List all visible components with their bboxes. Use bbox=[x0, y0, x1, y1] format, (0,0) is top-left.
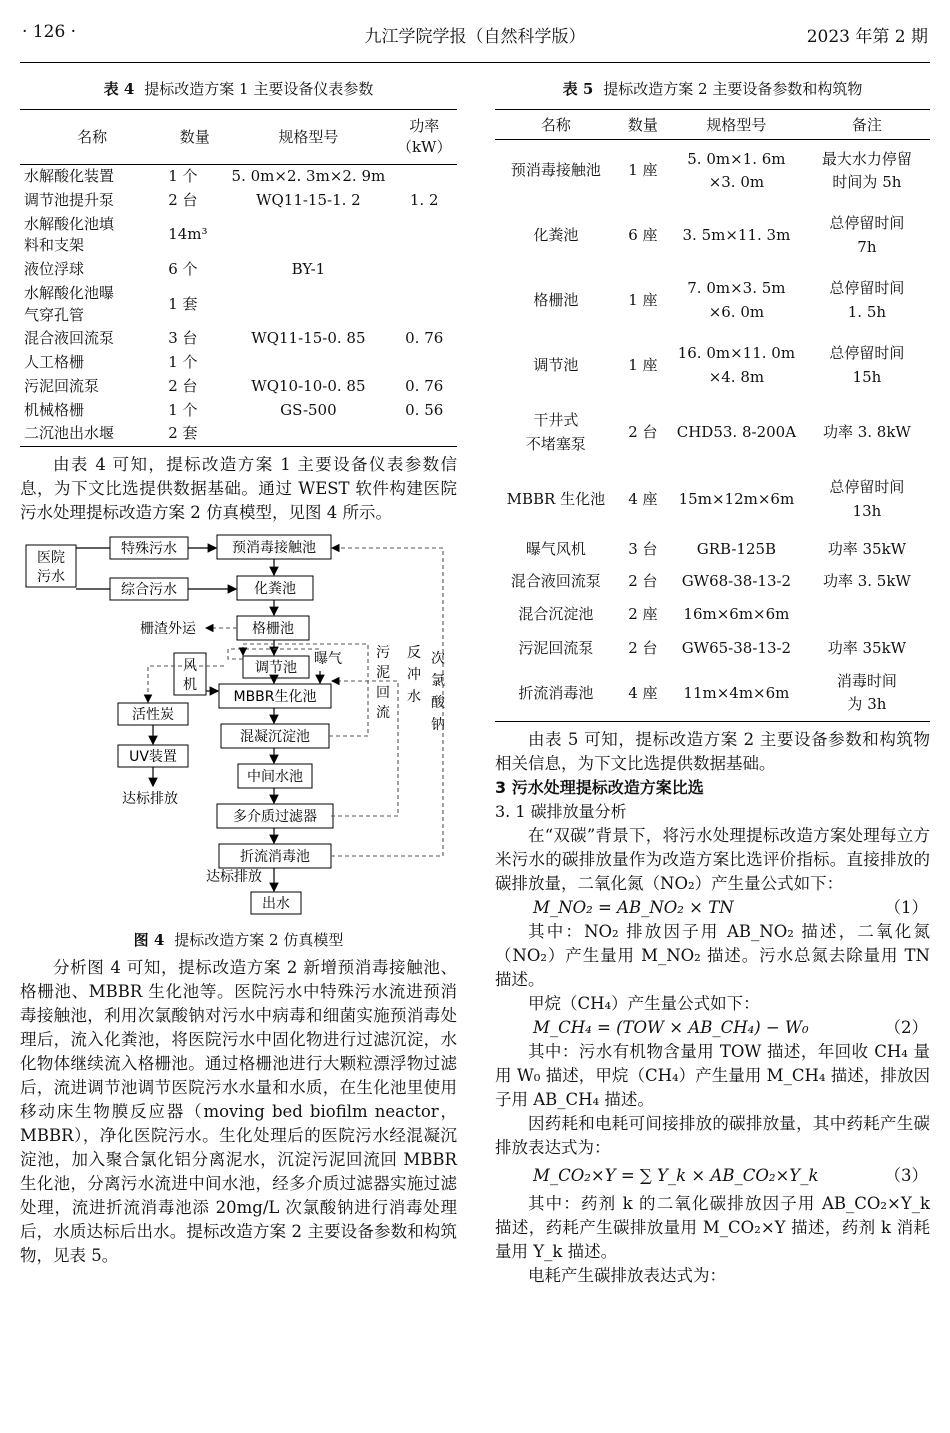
table5-cell: GW68-38-13-2 bbox=[681, 571, 792, 590]
table5-row bbox=[495, 598, 930, 632]
fig-fan-2: 机 bbox=[183, 677, 197, 693]
table4-row bbox=[20, 282, 457, 328]
table5-cell: 功率 35kW bbox=[827, 638, 907, 657]
journal-title: 九江学院学报（自然科学版） bbox=[364, 27, 586, 47]
table4-cell: 0. 76 bbox=[405, 376, 444, 395]
page-number: · 126 · bbox=[22, 22, 77, 42]
table4-cell: 水解酸化装置 bbox=[24, 167, 115, 185]
fig-n9: 折流消毒池 bbox=[240, 849, 310, 865]
table5-cell: 7. 0m×3. 5m ×6. 0m bbox=[687, 279, 786, 321]
table4 bbox=[20, 109, 457, 447]
svg-text:氯: 氯 bbox=[431, 673, 445, 689]
figure4-caption bbox=[20, 929, 457, 950]
table5-cell: CHD53. 8-200A bbox=[676, 422, 797, 441]
fig-n1: 预消毒接触池 bbox=[232, 540, 316, 556]
table5-cell: 消毒时间 为 3h bbox=[836, 672, 897, 714]
fig-source-1: 医院 bbox=[37, 550, 65, 566]
svg-text:水: 水 bbox=[407, 689, 421, 705]
table4-header: 名称 bbox=[20, 110, 164, 165]
table5-cell: 16m×6m×6m bbox=[683, 604, 790, 623]
fig-n6: 混凝沉淀池 bbox=[240, 729, 310, 745]
table4-cell: 0. 76 bbox=[405, 329, 444, 348]
table4-row bbox=[20, 213, 457, 259]
table5-cell: 16. 0m×11. 0m ×4. 8m bbox=[677, 344, 796, 386]
table4-cell bbox=[225, 351, 391, 375]
left-column bbox=[20, 78, 457, 1268]
fig-discharge: 达标排放 bbox=[122, 791, 178, 807]
table5-cell: 1 座 bbox=[628, 161, 658, 180]
section-heading: 3 污水处理提标改造方案比选 bbox=[495, 778, 704, 797]
table4-row bbox=[20, 258, 457, 282]
table4-row bbox=[20, 165, 457, 189]
table4-cell bbox=[391, 165, 457, 189]
table4-cell: 3 台 bbox=[168, 329, 198, 348]
table5-cell: 功率 3. 5kW bbox=[822, 571, 911, 590]
fig-n2: 化粪池 bbox=[254, 581, 296, 597]
table5-row bbox=[495, 202, 930, 270]
figure4-title: 提标改造方案 2 仿真模型 bbox=[174, 931, 344, 949]
paragraph: 电耗产生碳排放表达式为： bbox=[528, 1266, 726, 1285]
fig-uv: UV装置 bbox=[129, 749, 177, 765]
table4-cell: 0. 56 bbox=[405, 400, 444, 419]
fig-source-2: 污水 bbox=[37, 569, 65, 585]
fig-sludge-label bbox=[376, 645, 390, 721]
paragraph: 由表 4 可知，提标改造方案 1 主要设备仪表参数信息，为下文比选提供数据基础。通过 WEST 软件构建医院污水处理提标改造方案 2 仿真模型，见图 4 所示。 bbox=[20, 455, 457, 522]
table5-row bbox=[495, 332, 930, 400]
table5-cell: 调节池 bbox=[533, 355, 579, 374]
svg-text:流: 流 bbox=[376, 705, 390, 721]
table4-cell: 液位浮球 bbox=[24, 260, 85, 278]
svg-text:回: 回 bbox=[376, 685, 390, 701]
table4-row bbox=[20, 327, 457, 351]
paragraph: 分析图 4 可知，提标改造方案 2 新增预消毒接触池、格栅池、MBBR 生化池等。医院污水中特殊污水流进预消毒接触池，利用次氯酸钠对污水中病毒和细菌实施预消毒处理后，流入化粪池，将医院污水中固化物进行过滤沉淀，水化物体继续流入格栅池。通过格栅池进行大颗粒漂浮物过滤后，流进调节池调节医院污水水量和水质，在生化池里使用移动床生物膜反应器（moving bed biofilm neactor，MBBR），净化医院污水。生化处理后的医院污水经混凝沉淀池，加入聚合氯化铝分离泥水，沉淀污泥回流回 MBBR 生化池，分离污水流进中间水池，经多介质过滤器实施过滤处理，流进折流消毒池添 20mg/L 次氯酸钠进行消毒处理后，水质达标后出水。提标改造方案 2 主要设备参数和构筑物，见表 5。 bbox=[20, 958, 457, 1265]
table5 bbox=[495, 109, 930, 722]
table4-cell: BY-1 bbox=[291, 260, 326, 278]
table4-label: 表 4 bbox=[103, 80, 135, 98]
fig-fan-1: 风 bbox=[183, 658, 197, 674]
table5-cell: 总停留时间 13h bbox=[829, 478, 905, 520]
fig-general: 综合污水 bbox=[121, 582, 177, 598]
table4-cell: 水解酸化池曝 气穿孔管 bbox=[24, 283, 115, 324]
svg-text:污: 污 bbox=[376, 645, 390, 661]
table5-cell: 总停留时间 15h bbox=[829, 344, 905, 386]
equation-3 bbox=[495, 1164, 930, 1188]
equation-1 bbox=[495, 896, 930, 920]
table4-title: 提标改造方案 1 主要设备仪表参数 bbox=[144, 80, 374, 98]
table5-cell bbox=[804, 598, 930, 632]
figure4-label: 图 4 bbox=[133, 931, 165, 949]
paragraph: 在“双碳”背景下，将污水处理提标改造方案处理每立方米污水的碳排放量作为改造方案比选评价指标。直接排放的碳排放量，二氧化氮（NO₂）产生量公式如下： bbox=[495, 826, 930, 893]
table5-title: 提标改造方案 2 主要设备参数和构筑物 bbox=[603, 80, 863, 98]
table4-cell: 混合液回流泵 bbox=[24, 329, 115, 348]
fig-n5: MBBR生化池 bbox=[233, 689, 317, 705]
table5-row bbox=[495, 632, 930, 666]
table5-cell: 功率 3. 8kW bbox=[822, 422, 911, 441]
fig-backwash-label bbox=[407, 645, 421, 705]
running-header bbox=[22, 14, 928, 47]
table4-row bbox=[20, 375, 457, 399]
table4-cell: 1 套 bbox=[168, 294, 198, 313]
table5-cell: 1 座 bbox=[628, 290, 658, 309]
equation-3-body: M_CO₂×Y = ∑ Y_k × AB_CO₂×Y_k bbox=[533, 1166, 819, 1185]
table5-cell: 混合液回流泵 bbox=[510, 571, 601, 590]
table5-cell: MBBR 生化池 bbox=[506, 489, 606, 508]
table5-cell: 功率 35kW bbox=[827, 539, 907, 558]
fig-n4: 调节池 bbox=[255, 660, 297, 676]
fig-n8: 多介质过滤器 bbox=[233, 809, 317, 825]
table5-cell: 4 座 bbox=[628, 683, 658, 702]
table5-row bbox=[495, 534, 930, 566]
table5-cell: 格栅池 bbox=[533, 290, 579, 309]
table4-row bbox=[20, 351, 457, 375]
svg-text:次: 次 bbox=[431, 651, 445, 667]
table5-cell: 曝气风机 bbox=[525, 539, 586, 558]
table5-row bbox=[495, 140, 930, 202]
table5-cell: 2 台 bbox=[628, 422, 658, 441]
table4-cell bbox=[225, 422, 391, 446]
table4-header: 规格型号 bbox=[225, 110, 391, 165]
table5-row bbox=[495, 566, 930, 598]
table5-cell: 折流消毒池 bbox=[518, 683, 594, 702]
header-rule bbox=[20, 62, 930, 63]
table5-header: 备注 bbox=[804, 110, 930, 140]
table4-header: 数量 bbox=[164, 110, 225, 165]
table4-cell bbox=[391, 258, 457, 282]
table5-row bbox=[495, 270, 930, 332]
table5-cell: GRB-125B bbox=[696, 539, 777, 558]
table5-cell: 干井式 不堵塞泵 bbox=[525, 411, 586, 453]
table4-cell: WQ10-10-0. 85 bbox=[251, 376, 366, 395]
table4-cell: 6 个 bbox=[168, 260, 198, 278]
table4-header: 功率 （kW） bbox=[391, 110, 457, 165]
table4-cell: 1 个 bbox=[168, 167, 198, 185]
table5-cell: 11m×4m×6m bbox=[683, 683, 790, 702]
table4-row bbox=[20, 189, 457, 213]
equation-3-number: （3） bbox=[884, 1166, 928, 1185]
fig-n7: 中间水池 bbox=[247, 769, 303, 785]
table4-cell: 2 台 bbox=[168, 376, 198, 395]
equation-2-body: M_CH₄ = (TOW × AB_CH₄) − W₀ bbox=[533, 1018, 809, 1037]
table4-cell: 水解酸化池填 料和支架 bbox=[24, 214, 115, 255]
table4-cell: 1. 2 bbox=[409, 190, 439, 209]
fig-n3: 格栅池 bbox=[252, 621, 294, 637]
table4-cell: 机械格栅 bbox=[24, 400, 85, 419]
figure4-diagram bbox=[20, 531, 457, 921]
right-column bbox=[495, 78, 930, 1288]
svg-text:泥: 泥 bbox=[376, 665, 390, 681]
table5-row bbox=[495, 466, 930, 534]
table4-cell bbox=[225, 282, 391, 328]
table4-cell: 人工格栅 bbox=[24, 353, 85, 371]
table4-cell: 1 个 bbox=[168, 400, 198, 419]
fig-hypochlorite-label bbox=[431, 651, 446, 733]
fig-discharge2: 达标排放 bbox=[206, 869, 262, 885]
table4-cell bbox=[391, 422, 457, 446]
table5-cell: 3 台 bbox=[628, 539, 658, 558]
table4-row bbox=[20, 422, 457, 446]
paragraph: 其中：污水有机物含量用 TOW 描述，年回收 CH₄ 量用 W₀ 描述，甲烷（CH₄）产生量用 M_CH₄ 描述，排放因子用 AB_CH₄ 描述。 bbox=[495, 1042, 930, 1109]
table5-row bbox=[495, 666, 930, 722]
fig-aeration: 曝气 bbox=[314, 651, 342, 667]
table5-label: 表 5 bbox=[562, 80, 594, 98]
table4-cell: 调节池提升泵 bbox=[24, 190, 115, 209]
table5-cell: 1 座 bbox=[628, 355, 658, 374]
fig-screen-out: 栅渣外运 bbox=[140, 621, 196, 637]
table5-row bbox=[495, 400, 930, 466]
equation-2-number: （2） bbox=[884, 1018, 928, 1037]
equation-2 bbox=[495, 1016, 930, 1040]
table5-cell: 6 座 bbox=[628, 225, 658, 244]
subsection-heading: 3. 1 碳排放量分析 bbox=[495, 802, 627, 821]
table5-cell: 化粪池 bbox=[533, 225, 579, 244]
table5-cell: 总停留时间 7h bbox=[829, 214, 905, 256]
paragraph: 甲烷（CH₄）产生量公式如下： bbox=[528, 994, 760, 1013]
table5-cell: 15m×12m×6m bbox=[678, 489, 795, 508]
table5-caption bbox=[495, 78, 930, 99]
issue-label: 2023 年第 2 期 bbox=[806, 27, 928, 47]
table5-cell: 4 座 bbox=[628, 489, 658, 508]
table4-row bbox=[20, 399, 457, 423]
table5-header: 规格型号 bbox=[669, 110, 804, 140]
paragraph: 由表 5 可知，提标改造方案 2 主要设备参数和构筑物相关信息，为下文比选提供数据基础。 bbox=[495, 730, 930, 773]
table5-cell: 3. 5m×11. 3m bbox=[682, 225, 791, 244]
table4-cell: 二沉池出水堰 bbox=[24, 424, 115, 443]
table5-cell: 预消毒接触池 bbox=[510, 161, 601, 180]
equation-1-body: M_NO₂ = AB_NO₂ × TN bbox=[533, 898, 734, 917]
table4-cell: 2 台 bbox=[168, 190, 198, 209]
table4-cell: WQ11-15-1. 2 bbox=[256, 190, 361, 209]
table5-cell: 总停留时间 1. 5h bbox=[829, 279, 905, 321]
table5-header: 数量 bbox=[617, 110, 669, 140]
table4-cell: WQ11-15-0. 85 bbox=[251, 329, 366, 348]
paragraph: 其中：药剂 k 的二氧化碳排放因子用 AB_CO₂×Y_k 描述，药耗产生碳排放量用 M_CO₂×Y 描述，药剂 k 消耗量用 Y_k 描述。 bbox=[495, 1194, 930, 1261]
svg-text:酸: 酸 bbox=[431, 695, 445, 711]
svg-text:钠: 钠 bbox=[431, 717, 445, 733]
table4-cell: 污泥回流泵 bbox=[24, 376, 100, 395]
table4-caption bbox=[20, 78, 457, 99]
fig-special: 特殊污水 bbox=[121, 541, 177, 557]
table4-cell: GS-500 bbox=[280, 400, 337, 419]
table4-cell bbox=[391, 351, 457, 375]
table5-cell: 5. 0m×1. 6m ×3. 0m bbox=[687, 149, 786, 191]
fig-carbon: 活性炭 bbox=[132, 707, 174, 723]
table4-cell: 1 个 bbox=[168, 353, 198, 371]
table4-cell: 5. 0m×2. 3m×2. 9m bbox=[231, 167, 386, 185]
table5-cell: 最大水力停留 时间为 5h bbox=[821, 149, 912, 191]
fig-n10: 出水 bbox=[262, 896, 290, 912]
table4-cell: 2 套 bbox=[168, 424, 198, 443]
table5-header: 名称 bbox=[495, 110, 617, 140]
table5-cell: 2 台 bbox=[628, 571, 658, 590]
table5-cell: 2 台 bbox=[628, 638, 658, 657]
table5-cell: 混合沉淀池 bbox=[518, 604, 594, 623]
svg-text:反: 反 bbox=[407, 645, 421, 661]
table5-cell: GW65-38-13-2 bbox=[681, 638, 792, 657]
table4-cell bbox=[225, 213, 391, 259]
table4-cell: 14m³ bbox=[168, 225, 208, 244]
table5-cell: 污泥回流泵 bbox=[518, 638, 594, 657]
table5-cell: 2 座 bbox=[628, 604, 658, 623]
table4-cell bbox=[391, 213, 457, 259]
equation-1-number: （1） bbox=[884, 898, 928, 917]
svg-text:冲: 冲 bbox=[407, 667, 421, 683]
paragraph: 其中：NO₂ 排放因子用 AB_NO₂ 描述，二氧化氮（NO₂）产生量用 M_NO₂ 描述。污水总氮去除量用 TN 描述。 bbox=[495, 922, 930, 989]
paragraph: 因药耗和电耗可间接排放的碳排放量，其中药耗产生碳排放表达式为： bbox=[495, 1114, 930, 1157]
table4-cell bbox=[391, 282, 457, 328]
